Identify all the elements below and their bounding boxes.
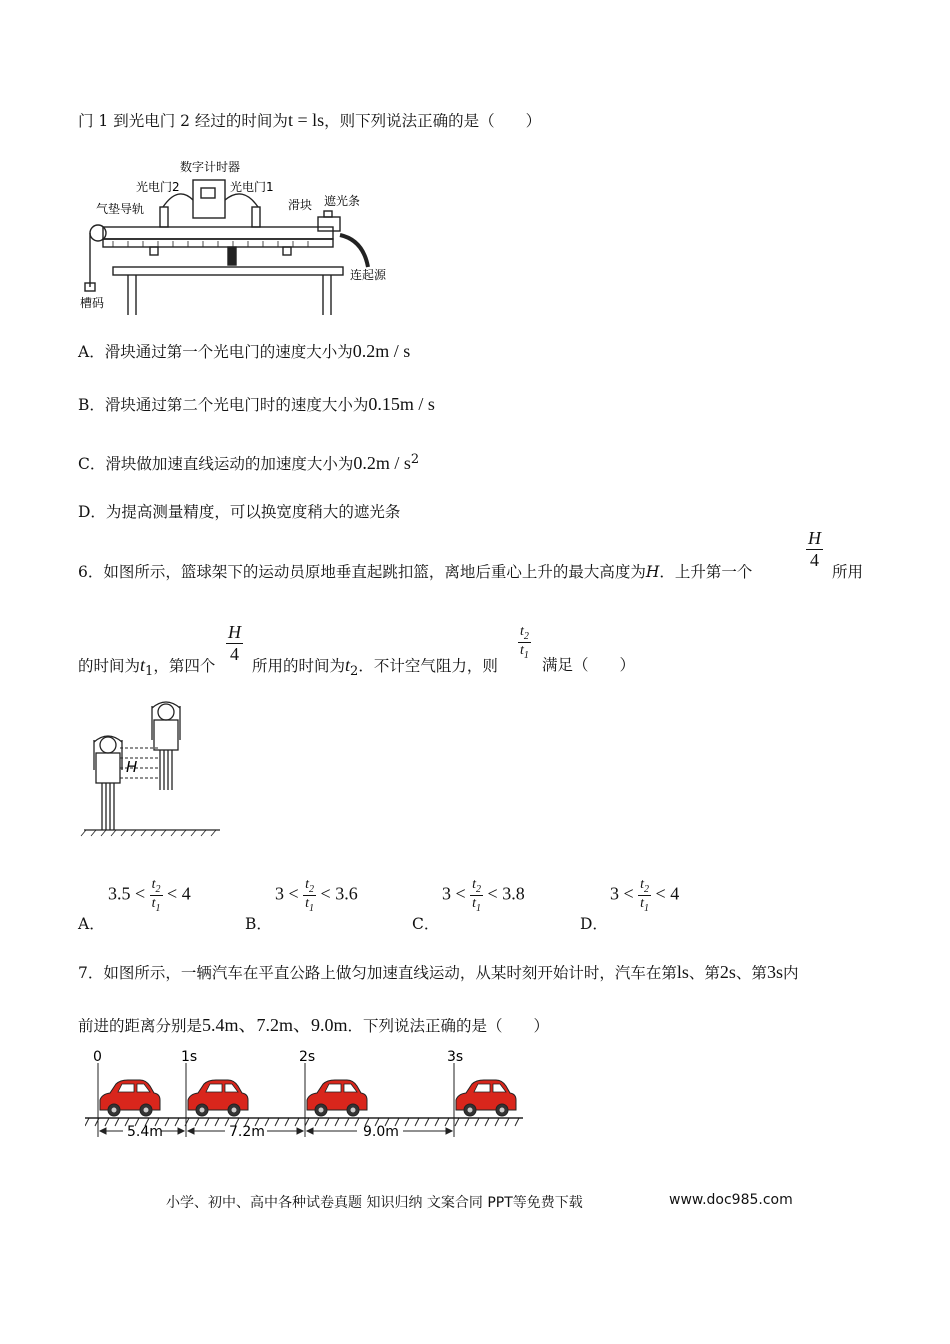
footer-url[interactable]: www.doc985.com [669, 1192, 793, 1208]
q6-option-c: 3 < $\frac{t_2}{t_1}$ < 3.8 [442, 877, 525, 914]
air-track-figure [78, 155, 408, 315]
q6-option-b-letter: B． [245, 915, 272, 933]
car-t0 [100, 1080, 160, 1116]
q6-frac-h4-fourth: $\frac{H}{4}$ [228, 622, 241, 664]
q6-option-c-letter: C． [412, 915, 440, 933]
q6-line1: 6．如图所示，篮球架下的运动员原地垂直起跳扣篮，离地后重心上升的最大高度为H．上升第一个 [78, 563, 753, 581]
time-label-1: 1s [181, 1049, 198, 1065]
label-weight: 槽码 [80, 296, 105, 310]
q6-option-d-letter: D． [580, 915, 608, 933]
q6-option-a-letter: A． [78, 915, 105, 933]
time-label-2: 2s [299, 1049, 316, 1065]
car-t3 [456, 1080, 516, 1116]
label-gate2: 光电门2 [136, 180, 180, 194]
q6-line2: 的时间为$t_1$，第四个 [78, 655, 216, 680]
label-rail: 气垫导轨 [96, 202, 145, 216]
q5-option-d: D．为提高测量精度，可以换宽度稍大的遮光条 [78, 503, 401, 521]
q6-frac-h4-first: $\frac{H}{4}$ [808, 528, 821, 570]
timer-box [193, 180, 225, 218]
q7-line2: 前进的距离分别是5.4m、7.2m、9.0m．下列说法正确的是（ ） [78, 1015, 550, 1035]
dist-label-1: 5.4m [127, 1124, 163, 1140]
q6-line2-end: 满足（ ） [542, 656, 636, 674]
label-timer: 数字计时器 [180, 160, 241, 174]
q5-option-c: C．滑块做加速直线运动的加速度大小为$0.2m / s^2$ [78, 452, 420, 474]
label-slider: 滑块 [288, 198, 313, 212]
q5-time-expr: t = ls [287, 110, 325, 130]
q6-line2-mid: 所用的时间为$t_2$．不计空气阻力，则 [252, 655, 498, 680]
car-motion-figure [85, 1045, 525, 1140]
rail-shape [103, 227, 333, 239]
q6-option-d: 3 < $\frac{t_2}{t_1}$ < 4 [610, 877, 680, 914]
time-label-0: 0 [93, 1049, 102, 1065]
label-source: 连起源 [350, 268, 387, 282]
gate1-shape [252, 207, 260, 227]
q5-intro-line: 门 1 到光电门 2 经过的时间为t = ls，则下列说法正确的是（ ） [78, 110, 542, 130]
q6-option-a: 3.5 < $\frac{t_2}{t_1}$ < 4 [108, 877, 191, 914]
label-gate1: 光电门1 [230, 180, 274, 194]
jumper-h-label: H [126, 758, 138, 776]
slider-shape [318, 217, 340, 231]
time-label-3: 3s [447, 1049, 464, 1065]
label-shade: 遮光条 [324, 194, 361, 208]
q6-option-b: 3 < $\frac{t_2}{t_1}$ < 3.6 [275, 877, 358, 914]
dist-label-3: 9.0m [363, 1124, 399, 1140]
dist-label-2: 7.2m [229, 1124, 265, 1140]
q5-option-a: A．滑块通过第一个光电门的速度大小为0.2m / s [78, 341, 411, 361]
car-t1 [188, 1080, 248, 1116]
jumper-figure [80, 690, 230, 840]
gate2-shape [160, 207, 168, 227]
q5-option-b: B．滑块通过第二个光电门时的速度大小为0.15m / s [78, 394, 435, 414]
car-t2 [307, 1080, 367, 1116]
footer-text: 小学、初中、高中各种试卷真题 知识归纳 文案合同 PPT等免费下载 [166, 1195, 583, 1211]
q6-frac-t2-t1: $\frac{t_2}{t_1}$ [520, 624, 529, 661]
q7-line1: 7．如图所示，一辆汽车在平直公路上做匀加速直线运动，从某时刻开始计时，汽车在第ls、第2s、第3s内 [78, 962, 799, 982]
q6-line1-end: 所用 [832, 563, 864, 581]
